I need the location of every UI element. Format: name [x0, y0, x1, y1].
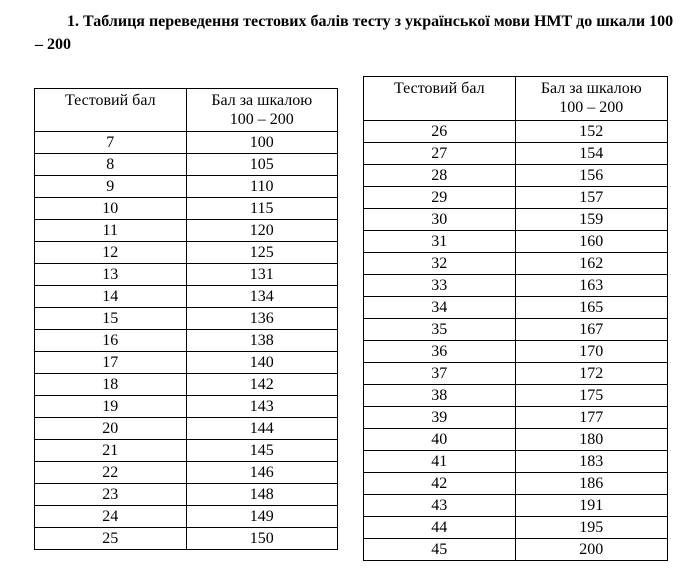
scale-score-cell: 146: [186, 462, 337, 484]
scale-score-cell: 170: [515, 341, 667, 363]
scale-score-cell: 195: [515, 517, 667, 539]
scale-score-cell: 191: [515, 495, 667, 517]
scale-score-cell: 105: [186, 154, 337, 176]
table-row: [35, 176, 338, 198]
page-title: 1. Таблиця переведення тестових балів тесту з української мови НМТ до шкали 100 – 200: [35, 13, 674, 53]
scale-score-cell: 145: [186, 440, 337, 462]
scale-score-cell: 138: [186, 330, 337, 352]
table-row: [35, 418, 338, 440]
table-row: [364, 429, 668, 451]
column-header-scale-line2: 100 – 200: [559, 99, 624, 116]
test-score-cell: 19: [35, 396, 187, 418]
test-score-cell: 39: [364, 407, 516, 429]
test-score-cell: 24: [35, 506, 187, 528]
scale-score-cell: 200: [515, 539, 667, 561]
scale-score-cell: 156: [515, 165, 667, 187]
table-row: [364, 209, 668, 231]
test-score-cell: 34: [364, 297, 516, 319]
table-row: [35, 484, 338, 506]
scale-score-cell: 186: [515, 473, 667, 495]
test-score-cell: 22: [35, 462, 187, 484]
test-score-cell: 18: [35, 374, 187, 396]
table-row: [364, 297, 668, 319]
score-table-left: [34, 88, 338, 550]
test-score-cell: 21: [35, 440, 187, 462]
table-row: [35, 132, 338, 154]
test-score-cell: 13: [35, 264, 187, 286]
table-row: [35, 264, 338, 286]
table-row: [364, 539, 668, 561]
test-score-cell: 11: [35, 220, 187, 242]
test-score-cell: 43: [364, 495, 516, 517]
scale-score-cell: 154: [515, 143, 667, 165]
test-score-cell: 30: [364, 209, 516, 231]
table-row: [35, 440, 338, 462]
scale-score-cell: 140: [186, 352, 337, 374]
scale-score-cell: 131: [186, 264, 337, 286]
table-row: [364, 517, 668, 539]
test-score-cell: 38: [364, 385, 516, 407]
table-row: [35, 506, 338, 528]
table-row: [35, 396, 338, 418]
test-score-cell: 31: [364, 231, 516, 253]
table-row: [35, 154, 338, 176]
scale-score-cell: 142: [186, 374, 337, 396]
scale-score-cell: 143: [186, 396, 337, 418]
table-header-row: [35, 89, 338, 132]
test-score-cell: 40: [364, 429, 516, 451]
test-score-cell: 29: [364, 187, 516, 209]
table-row: [35, 242, 338, 264]
test-score-cell: 7: [35, 132, 187, 154]
scale-score-cell: 175: [515, 385, 667, 407]
test-score-cell: 10: [35, 198, 187, 220]
test-score-cell: 8: [35, 154, 187, 176]
scale-score-cell: 110: [186, 176, 337, 198]
test-score-cell: 28: [364, 165, 516, 187]
table-row: [35, 330, 338, 352]
test-score-cell: 16: [35, 330, 187, 352]
test-score-cell: 23: [35, 484, 187, 506]
table-row: [364, 231, 668, 253]
scale-score-cell: 162: [515, 253, 667, 275]
table-row: [35, 528, 338, 550]
score-table-right: [363, 76, 668, 561]
scale-score-cell: 149: [186, 506, 337, 528]
test-score-cell: 9: [35, 176, 187, 198]
test-score-cell: 37: [364, 363, 516, 385]
test-score-cell: 41: [364, 451, 516, 473]
column-header-scale-score: [186, 89, 337, 132]
test-score-cell: 33: [364, 275, 516, 297]
scale-score-cell: 167: [515, 319, 667, 341]
test-score-cell: 12: [35, 242, 187, 264]
test-score-cell: 17: [35, 352, 187, 374]
scale-score-cell: 157: [515, 187, 667, 209]
scale-score-cell: 148: [186, 484, 337, 506]
table-row: [35, 374, 338, 396]
scale-score-cell: 144: [186, 418, 337, 440]
table-row: [35, 352, 338, 374]
scale-score-cell: 183: [515, 451, 667, 473]
table-header-row: [364, 77, 668, 121]
test-score-cell: 15: [35, 308, 187, 330]
test-score-cell: 36: [364, 341, 516, 363]
table-row: [364, 407, 668, 429]
scale-score-cell: 165: [515, 297, 667, 319]
test-score-cell: 27: [364, 143, 516, 165]
table-row: [364, 495, 668, 517]
table-row: [364, 143, 668, 165]
scale-score-cell: 115: [186, 198, 337, 220]
scale-score-cell: 150: [186, 528, 337, 550]
scale-score-cell: 177: [515, 407, 667, 429]
scale-score-cell: 152: [515, 121, 667, 143]
table-row: [364, 473, 668, 495]
column-header-scale-line1: Бал за шкалою: [540, 80, 642, 97]
column-header-scale-line2: 100 – 200: [229, 111, 294, 128]
test-score-cell: 45: [364, 539, 516, 561]
scale-score-cell: 136: [186, 308, 337, 330]
scale-score-cell: 100: [186, 132, 337, 154]
scale-score-cell: 134: [186, 286, 337, 308]
table-row: [35, 308, 338, 330]
scale-score-cell: 172: [515, 363, 667, 385]
table-row: [364, 275, 668, 297]
test-score-cell: 32: [364, 253, 516, 275]
column-header-scale-score: [515, 77, 667, 121]
table-row: [35, 286, 338, 308]
scale-score-cell: 160: [515, 231, 667, 253]
column-header-test-score: Тестовий бал: [364, 77, 516, 121]
table-row: [364, 319, 668, 341]
test-score-cell: 14: [35, 286, 187, 308]
scale-score-cell: 125: [186, 242, 337, 264]
test-score-cell: 25: [35, 528, 187, 550]
scale-score-cell: 163: [515, 275, 667, 297]
test-score-cell: 20: [35, 418, 187, 440]
scale-score-cell: 120: [186, 220, 337, 242]
test-score-cell: 35: [364, 319, 516, 341]
table-row: [364, 187, 668, 209]
table-row: [35, 198, 338, 220]
test-score-cell: 26: [364, 121, 516, 143]
column-header-test-score: Тестовий бал: [35, 89, 187, 132]
test-score-cell: 42: [364, 473, 516, 495]
scale-score-cell: 180: [515, 429, 667, 451]
table-row: [364, 451, 668, 473]
table-row: [364, 253, 668, 275]
table-row: [35, 220, 338, 242]
test-score-cell: 44: [364, 517, 516, 539]
scale-score-cell: 159: [515, 209, 667, 231]
table-row: [364, 363, 668, 385]
table-row: [364, 121, 668, 143]
column-header-scale-line1: Бал за шкалою: [211, 92, 313, 109]
table-row: [364, 341, 668, 363]
table-row: [35, 462, 338, 484]
table-row: [364, 385, 668, 407]
table-row: [364, 165, 668, 187]
